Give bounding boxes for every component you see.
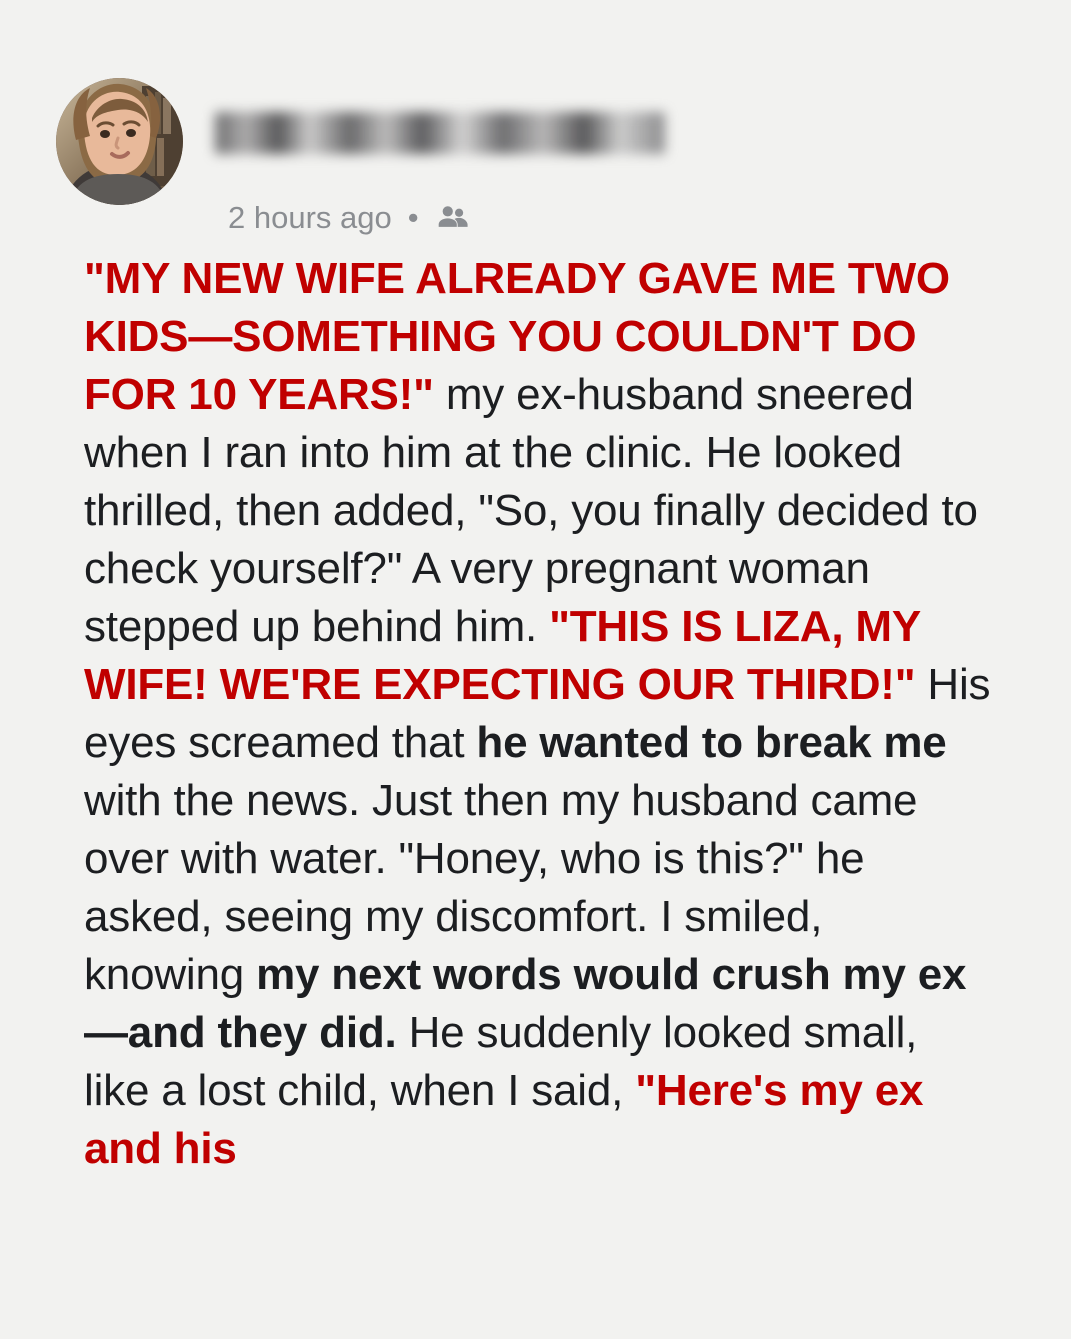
post-text-segment-3: His eyes screamed that bbox=[84, 660, 991, 767]
post-text-segment-4: he wanted to break me bbox=[476, 718, 947, 767]
friends-icon[interactable] bbox=[435, 200, 469, 234]
post-text-segment-0: "MY NEW WIFE ALREADY GAVE ME TWO KIDS—SOMETHING YOU COULDN'T DO FOR 10 YEARS!" bbox=[84, 254, 950, 419]
post-text bbox=[84, 250, 994, 1178]
post-text-segment-5: with the news. Just then my husband came over with water. "Honey, who is this?" he asked, seeing my discomfort. I smiled, knowing bbox=[84, 776, 918, 999]
post-text-segment-6: my next words would crush my ex—and they did. bbox=[84, 950, 967, 1057]
post-text-segment-7: He suddenly looked small, like a lost child, when I said, bbox=[84, 1008, 918, 1115]
post-text-segment-8: "Here's my ex and his bbox=[84, 1066, 924, 1173]
timestamp[interactable]: 2 hours ago bbox=[228, 199, 392, 235]
meta-separator: • bbox=[407, 199, 419, 235]
post-text-segment-1: my ex-husband sneered when I ran into him at the clinic. He looked thrilled, then added, "So, you finally decided to check yourself?" A very pregnant woman stepped up behind him. bbox=[84, 370, 978, 651]
author-name-redacted[interactable] bbox=[215, 112, 665, 154]
post-header bbox=[0, 0, 1071, 235]
post-text-segment-2: "THIS IS LIZA, MY WIFE! WE'RE EXPECTING OUR THIRD!" bbox=[84, 602, 928, 709]
post-meta bbox=[228, 200, 469, 234]
avatar[interactable] bbox=[56, 78, 183, 205]
